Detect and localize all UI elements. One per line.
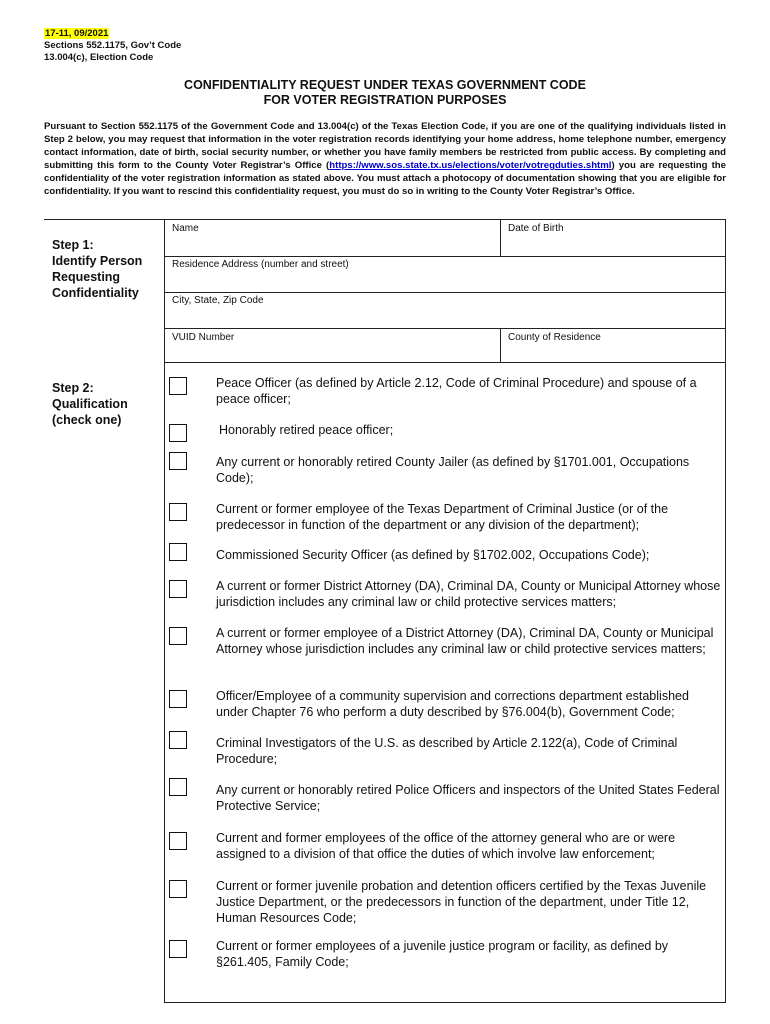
vuid-number-field[interactable]: VUID Number bbox=[172, 332, 235, 343]
step2-label-line: (check one) bbox=[52, 413, 122, 427]
step1-table bbox=[164, 219, 726, 362]
name-field[interactable]: Name bbox=[172, 223, 199, 234]
step1-label-line: Confidentiality bbox=[52, 286, 139, 300]
option-label: Current or former juvenile probation and detention officers certified by the Texas Juvenile Justice Department, or the predecessors in function of the department, under Title 12, Human Resources Code; bbox=[216, 879, 707, 925]
intro-text-after: ) you are requesting the confidentiality of the voter registration information as stated above. You must attach a photocopy of documentation showing that you are eligible for confidentiality. If you want to rescind this confidentiality request, you must do so in writing to the County Voter Registrar’s Office. bbox=[44, 160, 727, 197]
step2-label-line: Step 2: bbox=[52, 381, 94, 395]
checkbox[interactable] bbox=[169, 832, 187, 850]
step1-label bbox=[52, 237, 142, 301]
row-divider bbox=[164, 328, 726, 329]
residence-address-field[interactable]: Residence Address (number and street) bbox=[172, 259, 349, 270]
checkbox[interactable] bbox=[169, 452, 187, 470]
checkbox[interactable] bbox=[169, 778, 187, 796]
step2-label bbox=[52, 380, 128, 428]
checkbox[interactable] bbox=[169, 880, 187, 898]
option-label: A current or former employee of a District Attorney (DA), Criminal DA, County or Municipal Attorney whose jurisdiction includes any criminal law or child protective services matters; bbox=[216, 626, 714, 656]
col-divider bbox=[500, 219, 501, 256]
step1-label-line: Requesting bbox=[52, 270, 121, 284]
intro-paragraph bbox=[44, 120, 726, 198]
form-number: 17-11, 09/2021 bbox=[45, 28, 109, 39]
sos-voter-registrar-link[interactable]: https://www.sos.state.tx.us/elections/voter/votregduties.shtml bbox=[329, 160, 612, 171]
intro-text-before: Pursuant to Section 552.1175 of the Government Code and 13.004(c) of the Texas Election Code, if you are one of the qualifying individuals listed in Step 2 below, you may request that information in the voter registration records identifying your home address, home telephone number, emergency contact information, date of birth, social security number, or whether you have family members be restricted from public access. By completing and submitting this form to the County Voter Registrar’s Office ( bbox=[44, 121, 726, 171]
title-line-2: FOR VOTER REGISTRATION PURPOSES bbox=[263, 93, 507, 107]
checkbox[interactable] bbox=[169, 543, 187, 561]
title-line-1: CONFIDENTIALITY REQUEST UNDER TEXAS GOVERNMENT CODE bbox=[184, 78, 586, 92]
option-label: Current or former employees of a juvenile justice program or facility, as defined by §261.405, Family Code; bbox=[216, 939, 669, 969]
col-divider bbox=[500, 328, 501, 362]
date-of-birth-field[interactable]: Date of Birth bbox=[508, 223, 564, 234]
option-label: Any current or honorably retired County Jailer (as defined by §1701.001, Occupations Code); bbox=[216, 455, 690, 485]
form-header bbox=[44, 28, 181, 64]
checkbox[interactable] bbox=[169, 377, 187, 395]
option-label: Peace Officer (as defined by Article 2.12, Code of Criminal Procedure) and spouse of a peace officer; bbox=[216, 376, 697, 406]
option-label: Current or former employee of the Texas Department of Criminal Justice (or of the predecessor in function of the department or any division of the department); bbox=[216, 502, 669, 532]
county-of-residence-field[interactable]: County of Residence bbox=[508, 332, 601, 343]
option-label: Commissioned Security Officer (as defined by §1702.002, Occupations Code); bbox=[216, 548, 650, 562]
step2-label-line: Qualification bbox=[52, 397, 128, 411]
checkbox[interactable] bbox=[169, 940, 187, 958]
checkbox[interactable] bbox=[169, 690, 187, 708]
statute-line-gov-code: Sections 552.1175, Gov’t Code bbox=[44, 40, 182, 51]
row-divider bbox=[164, 292, 726, 293]
table-border-bottom bbox=[164, 1002, 726, 1003]
statute-line-election-code: 13.004(c), Election Code bbox=[44, 52, 154, 63]
option-label: Criminal Investigators of the U.S. as described by Article 2.122(a), Code of Criminal Procedure; bbox=[216, 736, 678, 766]
step1-label-line: Identify Person bbox=[52, 254, 143, 268]
city-state-zip-field[interactable]: City, State, Zip Code bbox=[172, 295, 264, 306]
option-label: Officer/Employee of a community supervision and corrections department established under Chapter 76 who perform a duty described by §76.004(b), Government Code; bbox=[216, 689, 689, 719]
checkbox[interactable] bbox=[169, 627, 187, 645]
form-title bbox=[0, 78, 770, 108]
checkbox[interactable] bbox=[169, 424, 187, 442]
table-border-top bbox=[44, 219, 726, 220]
option-label: Current and former employees of the office of the attorney general who are or were assigned to a division of that office the duties of which involve law enforcement; bbox=[216, 831, 676, 861]
checkbox[interactable] bbox=[169, 731, 187, 749]
checkbox[interactable] bbox=[169, 580, 187, 598]
checkbox[interactable] bbox=[169, 503, 187, 521]
step1-label-line: Step 1: bbox=[52, 238, 94, 252]
row-divider bbox=[164, 256, 726, 257]
option-label: Any current or honorably retired Police Officers and inspectors of the United States Federal Protective Service; bbox=[216, 783, 720, 813]
option-label: Honorably retired peace officer; bbox=[219, 423, 394, 437]
option-label: A current or former District Attorney (DA), Criminal DA, County or Municipal Attorney whose jurisdiction includes any criminal law or child protective services matters; bbox=[216, 579, 721, 609]
